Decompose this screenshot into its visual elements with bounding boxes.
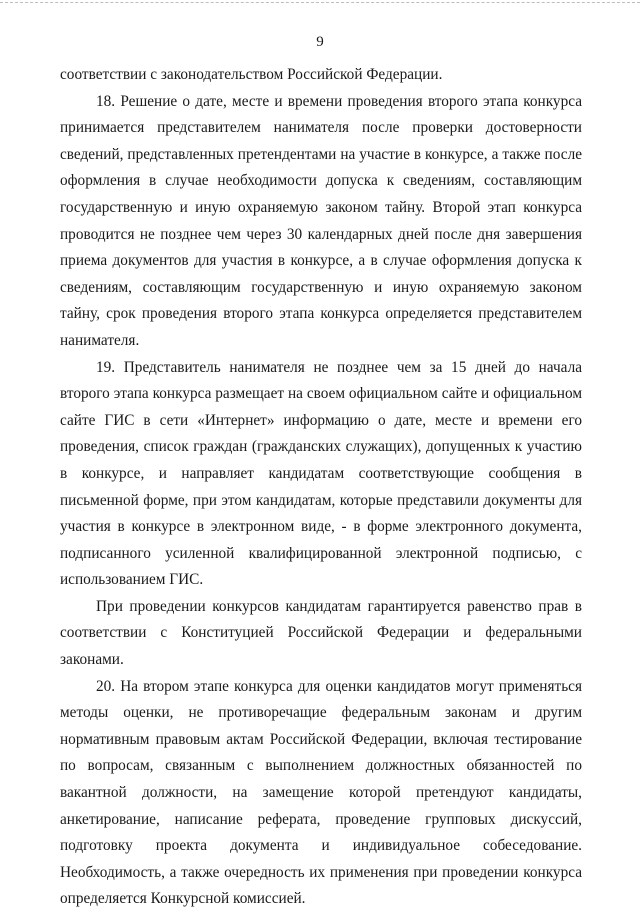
paragraph-18: 18. Решение о дате, месте и времени проведения второго этапа конкурса принимается представителем нанимателя после проверки достоверности сведений, представленных претендентами на участие в конкурсе, а также после оформления в случае необходимости допуска к сведениям, составляющим государственную и иную охраняемую законом тайну. Второй этап конкурса проводится не позднее чем через 30 календарных дней после дня завершения приема документов для участия в конкурсе, а в случае оформления допуска к сведениям, составляющим государственную и иную охраняемую законом тайну, срок проведения второго этапа конкурса определяется представителем нанимателя. [60, 92, 582, 349]
paragraph-19: 19. Представитель нанимателя не позднее чем за 15 дней до начала второго этапа конкурса размещает на своем официальном сайте и официальном сайте ГИС в сети «Интернет» информацию о дате, месте и времени его проведения, список граждан (гражданских служащих), допущенных к участию в конкурсе, и направляет кандидатам соответствующие сообщения в письменной форме, при этом кандидатам, которые представили документы для участия в конкурсе в электронном виде, - в форме электронного документа, подписанного усиленной квалифицированной электронной подписью, с использованием ГИС. [60, 358, 582, 589]
paragraph-continuation: соответствии с законодательством Российской Федерации. [60, 66, 443, 83]
paragraph-20: 20. На втором этапе конкурса для оценки кандидатов могут применяться методы оценки, не противоречащие федеральным законам и другим нормативным правовым актам Российской Федерации, включая тестирование по вопросам, связанным с выполнением должностных обязанностей по вакантной должности, на замещение которой претендуют кандидаты, анкетирование, написание реферата, проведение групповых дискуссий, подготовку проекта документа и индивидуальное собеседование. Необходимость, а также очередность их применения при проведении конкурса определяется Конкурсной комиссией. [60, 677, 582, 908]
scan-edge [0, 2, 640, 3]
paragraph-equal-rights: При проведении конкурсов кандидатам гарантируется равенство прав в соответствии с Конституцией Российской Федерации и федеральными законами. [60, 597, 582, 669]
document-body [60, 62, 582, 913]
page-number: 9 [316, 34, 324, 50]
